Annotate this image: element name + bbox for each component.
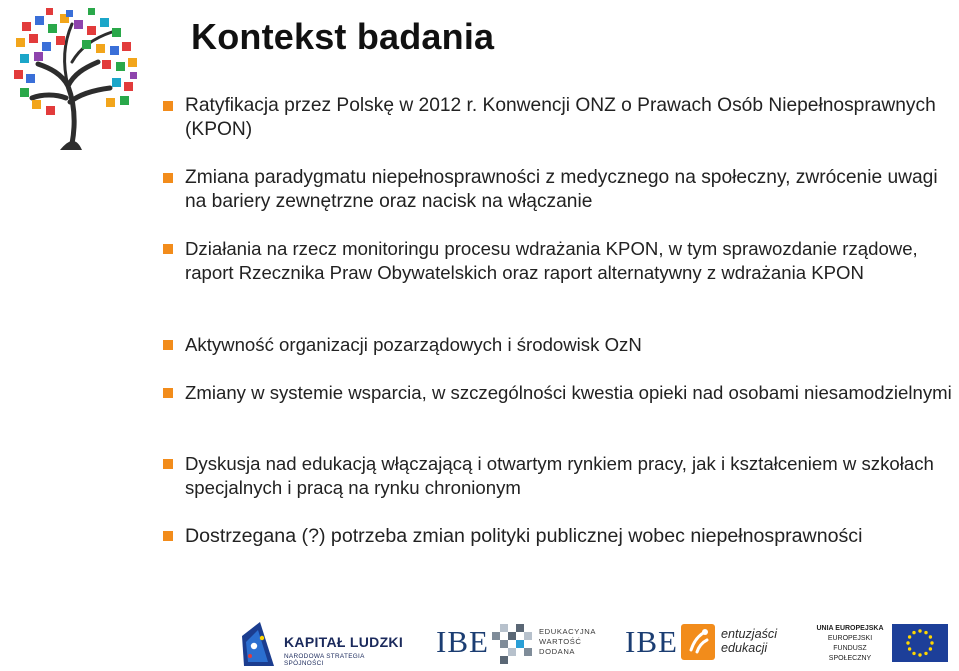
ibe-entuzjasci-logo [625, 618, 785, 668]
bullet-text: Działania na rzecz monitoringu procesu wdrażania KPON, w tym sprawozdanie rządowe, raport Rzecznika Praw Obywatelskich oraz raport alternatywny z wdrażania KPON [185, 238, 918, 283]
list-item [185, 452, 955, 500]
eu-label [814, 624, 886, 664]
ewd-label [539, 627, 596, 657]
bullet-text: Dostrzegana (?) potrzeba zmian polityki publicznej wobec niepełnosprawności [185, 525, 863, 547]
ibe-ewd-logo [436, 618, 606, 668]
page-title: Kontekst badania [191, 16, 495, 57]
square-bullet-icon [163, 388, 173, 398]
eu-flag-icon [892, 624, 948, 662]
square-bullet-icon [163, 101, 173, 111]
square-bullet-icon [163, 340, 173, 350]
kapital-ludzki-emblem-icon [238, 616, 278, 671]
footer-logos [0, 610, 959, 671]
square-bullet-icon [163, 173, 173, 183]
entuzjasci-line-1: entuzjaści [721, 627, 778, 641]
eu-line-2: EUROPEJSKI [827, 635, 873, 642]
list-item [185, 524, 955, 548]
entuzjasci-emblem-icon [681, 624, 715, 660]
bullet-text: Aktywność organizacji pozarządowych i środowisk OzN [185, 334, 642, 355]
kapital-ludzki-logo [238, 616, 404, 671]
ewd-line-3: DODANA [539, 647, 576, 656]
bullet-text: Zmiany w systemie wsparcia, w szczególności kwestia opieki nad osobami niesamodzielnymi [185, 382, 952, 403]
ewd-line-1: EDUKACYJNA [539, 627, 597, 636]
bullet-text: Zmiana paradygmatu niepełnosprawności z medycznego na społeczny, zwrócenie uwagi na bariery zewnętrzne oraz nacisk na włączanie [185, 167, 938, 212]
ibe-wordmark: IBE [625, 624, 678, 659]
eu-logo [814, 618, 950, 668]
list-item [185, 381, 955, 405]
list-item [185, 333, 955, 357]
square-bullet-icon [163, 244, 173, 254]
ewd-pixel-emblem-icon [492, 622, 534, 664]
ewd-line-2: WARTOŚĆ [539, 637, 582, 646]
list-item [185, 94, 955, 142]
ibe-wordmark: IBE [436, 624, 489, 659]
bullet-text: Dyskusja nad edukacją włączającą i otwartym rynkiem pracy, jak i kształceniem w szkołach specjalnych i pracą na rynku chronionym [185, 453, 934, 498]
kapital-ludzki-name: KAPITAŁ LUDZKI [284, 634, 404, 650]
list-item [185, 237, 955, 285]
eu-line-3: FUNDUSZ SPOŁECZNY [828, 645, 872, 662]
kapital-ludzki-subtitle: NARODOWA STRATEGIA SPÓJNOŚCI [284, 653, 365, 667]
bullet-text: Ratyfikacja przez Polskę w 2012 r. Konwencji ONZ o Prawach Osób Niepełnosprawnych (KPON) [185, 95, 936, 140]
square-bullet-icon [163, 459, 173, 469]
list-item [185, 166, 955, 214]
eu-line-1: UNIA EUROPEJSKA [816, 625, 884, 632]
square-bullet-icon [163, 531, 173, 541]
entuzjasci-label [721, 627, 777, 655]
entuzjasci-line-2: edukacji [721, 641, 768, 655]
